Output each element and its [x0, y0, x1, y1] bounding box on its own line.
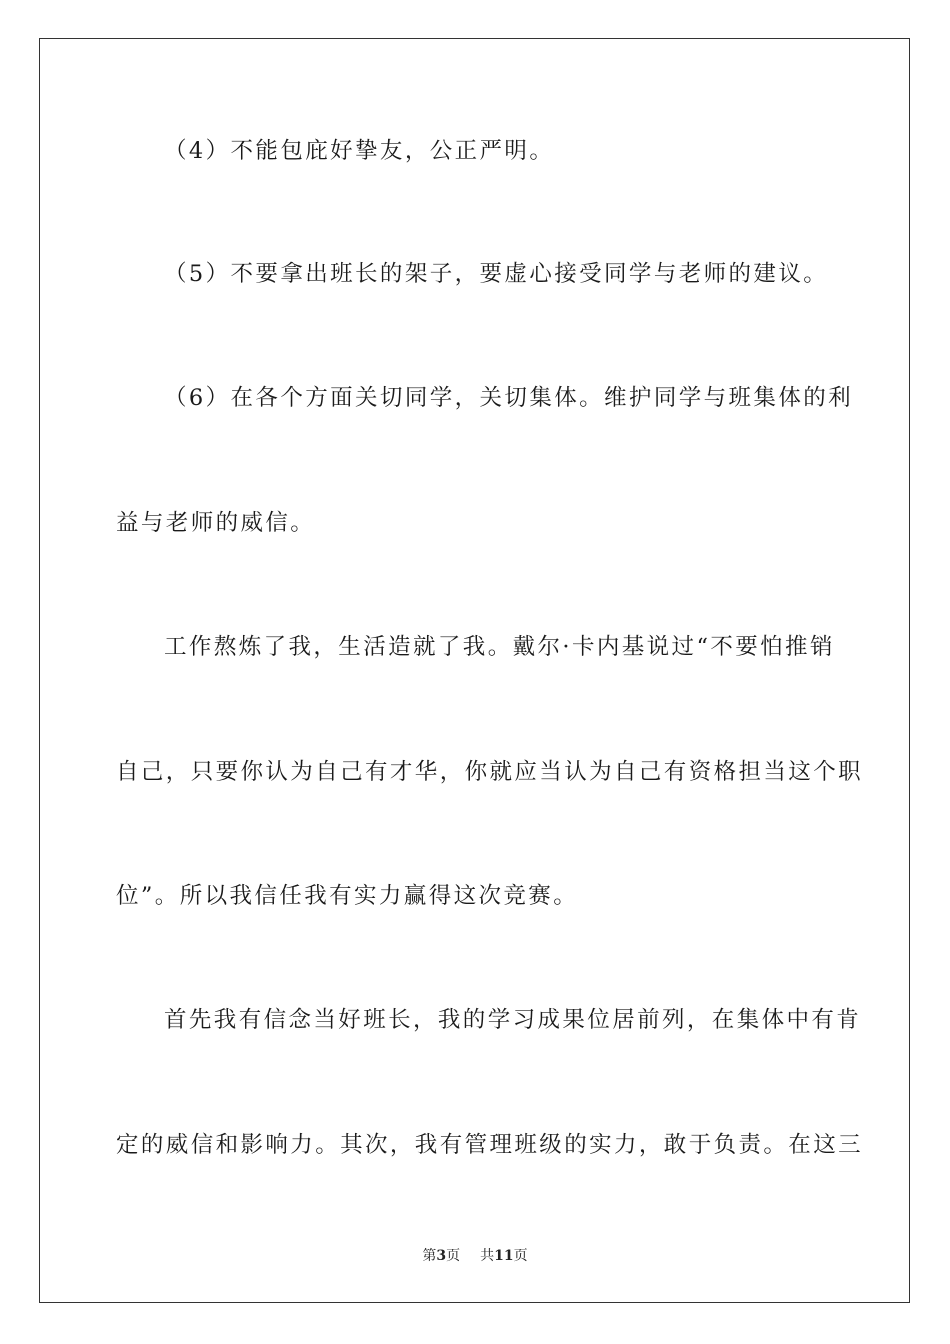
page-footer — [0, 1247, 950, 1265]
paragraph-line-6: 自己，只要你认为自己有才华，你就应当认为自己有资格担当这个职 — [116, 759, 864, 785]
footer-total-suffix: 页 — [513, 1248, 528, 1264]
page-border — [39, 38, 910, 1303]
paragraph-line-2: （5）不要拿出班长的架子，要虚心接受同学与老师的建议。 — [164, 261, 829, 287]
paragraph-line-1: （4）不能包庇好挚友，公正严明。 — [164, 138, 555, 164]
paragraph-line-9: 定的威信和影响力。其次，我有管理班级的实力，敢于负责。在这三 — [116, 1132, 864, 1158]
paragraph-line-7: 位”。所以我信任我有实力赢得这次竞赛。 — [116, 883, 579, 909]
footer-page-suffix: 页 — [446, 1248, 461, 1264]
paragraph-line-8: 首先我有信念当好班长，我的学习成果位居前列，在集体中有肯 — [164, 1007, 862, 1033]
footer-page-number: 3 — [436, 1248, 447, 1264]
paragraph-line-3: （6）在各个方面关切同学，关切集体。维护同学与班集体的利 — [164, 385, 854, 411]
footer-page-prefix: 第 — [422, 1248, 437, 1264]
paragraph-line-5: 工作熬炼了我，生活造就了我。戴尔·卡内基说过“不要怕推销 — [164, 634, 835, 660]
footer-total-number: 11 — [494, 1248, 514, 1264]
footer-total-prefix: 共 — [480, 1248, 495, 1264]
paragraph-line-4: 益与老师的威信。 — [116, 510, 316, 536]
